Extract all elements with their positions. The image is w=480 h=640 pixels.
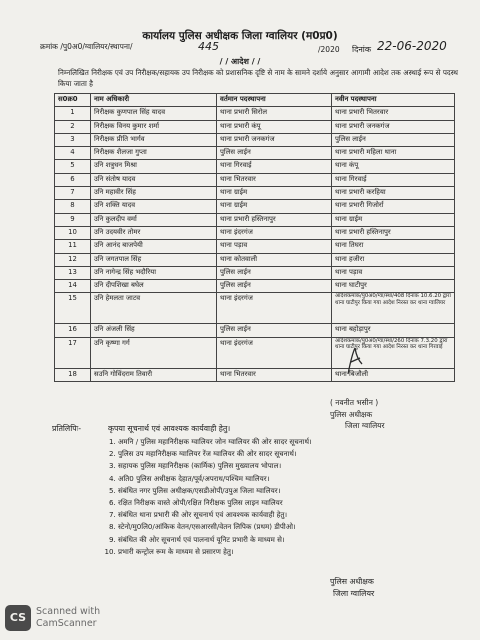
row-current-posting: थाना कोतवाली [217, 253, 332, 266]
list-item: 4. अति0 पुलिस अधीक्षक देहात/पूर्व/अपराध/पश्चिम ग्वालियर। [118, 473, 473, 485]
table-row [55, 173, 455, 186]
row-serial: 9 [55, 213, 91, 226]
signatory-designation: पुलिस अधीक्षक [330, 410, 373, 419]
table-row [55, 200, 455, 213]
row-serial: 13 [55, 266, 91, 279]
copy-heading: प्रतिलिपिः- [52, 424, 82, 433]
row-officer-name: उनि कुलदीप वर्मा [91, 213, 217, 226]
row-current-posting: थाना इंदरगंज [217, 226, 332, 239]
row-new-posting: थाना प्रभारी भितरवार [332, 107, 455, 120]
list-item: 3. सहायक पुलिस महानिरीक्षक (कार्मिक) पुलिस मुख्यालय भोपाल। [118, 460, 473, 472]
list-item: 1. अमनि / पुलिस महानिरीक्षक ग्वालियर जोन ग्वालियर की ओर सादर सूचनार्थ। [118, 436, 473, 448]
row-serial: 15 [55, 293, 91, 324]
table-row [55, 293, 455, 324]
row-officer-name: उनि संतोष यादव [91, 173, 217, 186]
row-officer-name: उनि नागेन्द्र सिंह भदौरिया [91, 266, 217, 279]
list-item: 5. संबंधित नगर पुलिस अधीक्षक/एसडीओपी/उपुअ जिला ग्वालियर। [118, 485, 473, 497]
row-serial: 11 [55, 240, 91, 253]
row-officer-name: उनि उदयवीर तोमर [91, 226, 217, 239]
row-new-posting: थाना प्रभारी जनकगंज [332, 120, 455, 133]
list-item: 9. संबंधित की ओर सूचनार्थ एवं पालनार्थ यूनिट प्रभारी के माध्यम से। [118, 534, 473, 546]
header-new-posting: नवीन पदस्थापना [332, 94, 455, 107]
row-officer-name: उनि अंजली सिंह [91, 324, 217, 337]
row-current-posting: थाना इंदरगंज [217, 293, 332, 324]
row-serial: 1 [55, 107, 91, 120]
row-officer-name: निरीक्षक शैलजा गुप्ता [91, 147, 217, 160]
date-label: दिनांक [352, 45, 371, 54]
row-current-posting: पुलिस लाईन [217, 266, 332, 279]
header-current-posting: वर्तमान पदस्थापना [217, 94, 332, 107]
signature-mark-icon [344, 346, 366, 376]
row-current-posting: थाना गिरवाई [217, 160, 332, 173]
row-new-posting: थाना प्रभारी महिला थाना [332, 147, 455, 160]
transfer-table [54, 93, 455, 382]
row-current-posting: पुलिस लाईन [217, 147, 332, 160]
row-serial: 16 [55, 324, 91, 337]
row-serial: 12 [55, 253, 91, 266]
row-serial: 8 [55, 200, 91, 213]
row-officer-name: उनि हेमलता जाटव [91, 293, 217, 324]
signatory-name: ( नवनीत भसीन ) [330, 398, 379, 407]
table-row [55, 160, 455, 173]
list-item: 2. पुलिस उप महानिरीक्षक ग्वालियर रेंज ग्वालियर की ओर सादर सूचनार्थ। [118, 448, 473, 460]
header-officer-name: नाम अधिकारी [91, 94, 217, 107]
table-row [55, 266, 455, 279]
row-new-posting: आदेशकमांक/पु0अ0/ग्वा/स्था/408 दिनांक 10.6.20 द्वारा थाना घाटीपुर किया गया आदेश निरस्त कर थाना ग्वालियर [332, 293, 455, 324]
row-new-posting: थाना प्रभारी गिजोर्रा [332, 200, 455, 213]
order-heading: / / आदेश / / [219, 57, 261, 66]
row-new-posting: थाना हजीरा [332, 253, 455, 266]
row-officer-name: निरीक्षक प्रीति भार्गव [91, 133, 217, 146]
table-row [55, 324, 455, 337]
table-row [55, 240, 455, 253]
row-officer-name: सउनि गोविंदराम तिवारी [91, 368, 217, 381]
table-header-row [55, 94, 455, 107]
reference-number: 445 [198, 40, 219, 53]
row-serial: 18 [55, 368, 91, 381]
row-current-posting: थाना ग्राईम [217, 187, 332, 200]
row-current-posting: थाना पड़ाव [217, 240, 332, 253]
table-row [55, 226, 455, 239]
row-current-posting: थाना भितरवार [217, 368, 332, 381]
footer-district: जिला ग्वालियर [333, 589, 375, 598]
row-serial: 14 [55, 280, 91, 293]
row-current-posting: थाना प्रभारी कंपू [217, 120, 332, 133]
row-officer-name: निरीक्षक कुणपाल सिंह यादव [91, 107, 217, 120]
order-intro: निम्नलिखित निरीक्षक एवं उप निरीक्षक/सहायक उप निरीक्षक को प्रशासनिक दृष्टि से नाम के सामने दर्शाये अनुसार आगामी आदेश तक अस्थाई रूप से पदस्थ किया जाता है [58, 68, 458, 88]
row-new-posting: थाना घाटीपुर [332, 280, 455, 293]
table-row [55, 213, 455, 226]
row-officer-name: उनि शक्ति यादव [91, 200, 217, 213]
table-row [55, 107, 455, 120]
row-officer-name: उनि आनंद बाजपेयी [91, 240, 217, 253]
row-new-posting: थाना प्रभारी हस्तिनापुर [332, 226, 455, 239]
scanner-watermark [36, 606, 100, 630]
table-row [55, 280, 455, 293]
row-new-posting: आदेशकमांक/पु0अ0/ग्वा/स्था/260 दिनांक 7.3.20 द्वारा थाना घाटीपुर किया गया आदेश निरस्त कर थाना गिरवाई [332, 337, 455, 368]
row-new-posting: थाना बिजौली [332, 368, 455, 381]
row-serial: 2 [55, 120, 91, 133]
row-current-posting: थाना प्रभारी जनकगंज [217, 133, 332, 146]
copy-subheading: कृपया सूचनार्थ एवं आवश्यक कार्यवाही हेतु। [108, 424, 231, 433]
row-new-posting: थाना तिघरा [332, 240, 455, 253]
row-officer-name: उनि जगतपाल सिंह [91, 253, 217, 266]
row-serial: 3 [55, 133, 91, 146]
row-current-posting: थाना भितरवार [217, 173, 332, 186]
row-new-posting: पुलिस लाईन [332, 133, 455, 146]
row-current-posting: पुलिस लाईन [217, 280, 332, 293]
table-row [55, 147, 455, 160]
reference-year: /2020 [318, 45, 340, 54]
signatory-district: जिला ग्वालियर [345, 421, 385, 430]
row-new-posting: थाना बहोड़ापुर [332, 324, 455, 337]
row-new-posting: थाना गिरवाई [332, 173, 455, 186]
list-item: 8. स्टेनो/मु0लि0/आंकिक वेतन/एसआरसी/वेतन लिपिक (प्रथम) डीपीओ। [118, 521, 473, 533]
row-officer-name: उनि महावीर सिंह [91, 187, 217, 200]
row-current-posting: थाना ग्राईम [217, 200, 332, 213]
row-new-posting: थाना प्रभारी करहिया [332, 187, 455, 200]
camscanner-logo: CS [5, 605, 31, 631]
row-current-posting: थाना इंदरगंज [217, 337, 332, 368]
office-title: कार्यालय पुलिस अधीक्षक जिला ग्वालियर (म0प्र0) [142, 30, 338, 42]
table-row [55, 187, 455, 200]
row-serial: 17 [55, 337, 91, 368]
row-serial: 5 [55, 160, 91, 173]
row-new-posting: थाना ग्राईम [332, 213, 455, 226]
copy-list [104, 436, 473, 558]
watermark-line-1: Scanned with [36, 606, 101, 617]
row-new-posting: थाना कंपू [332, 160, 455, 173]
row-current-posting: थाना प्रभारी हस्तिनापुर [217, 213, 332, 226]
row-current-posting: थाना प्रभारी सिरोल [217, 107, 332, 120]
row-officer-name: उनि शत्रुधन मिश्रा [91, 160, 217, 173]
row-new-posting: थाना पड़ाव [332, 266, 455, 279]
table-row [55, 133, 455, 146]
watermark-line-2: CamScanner [36, 618, 97, 629]
row-serial: 6 [55, 173, 91, 186]
date-value: 22-06-2020 [377, 39, 447, 53]
table-row [55, 337, 455, 368]
row-officer-name: उनि कृष्णा गर्ग [91, 337, 217, 368]
list-item: 7. संबंधित थाना प्रभारी की ओर सूचनार्थ एवं आवश्यक कार्यवाही हेतु। [118, 509, 473, 521]
reference-prefix: क्रमांक /पु0अ0/ग्वालियर/स्थापना/ [40, 42, 133, 51]
list-item: 6. रक्षित निरीक्षक वास्ते ओपी/रक्षित निरीक्षक पुलिस लाइन ग्वालियर [118, 497, 473, 509]
table-row [55, 120, 455, 133]
row-officer-name: निरीक्षक विनय कुमार शर्मा [91, 120, 217, 133]
row-current-posting: पुलिस लाईन [217, 324, 332, 337]
row-serial: 4 [55, 147, 91, 160]
table-row [55, 253, 455, 266]
list-item: 10. प्रभारी कन्ट्रोल रूम के माध्यम से प्रसारण हेतु। [118, 546, 473, 558]
footer-designation: पुलिस अधीक्षक [330, 577, 374, 586]
row-serial: 10 [55, 226, 91, 239]
header-serial: स0क्र0 [55, 94, 91, 107]
table-row [55, 368, 455, 381]
row-officer-name: उनि दीपशिखा बघेल [91, 280, 217, 293]
row-serial: 7 [55, 187, 91, 200]
